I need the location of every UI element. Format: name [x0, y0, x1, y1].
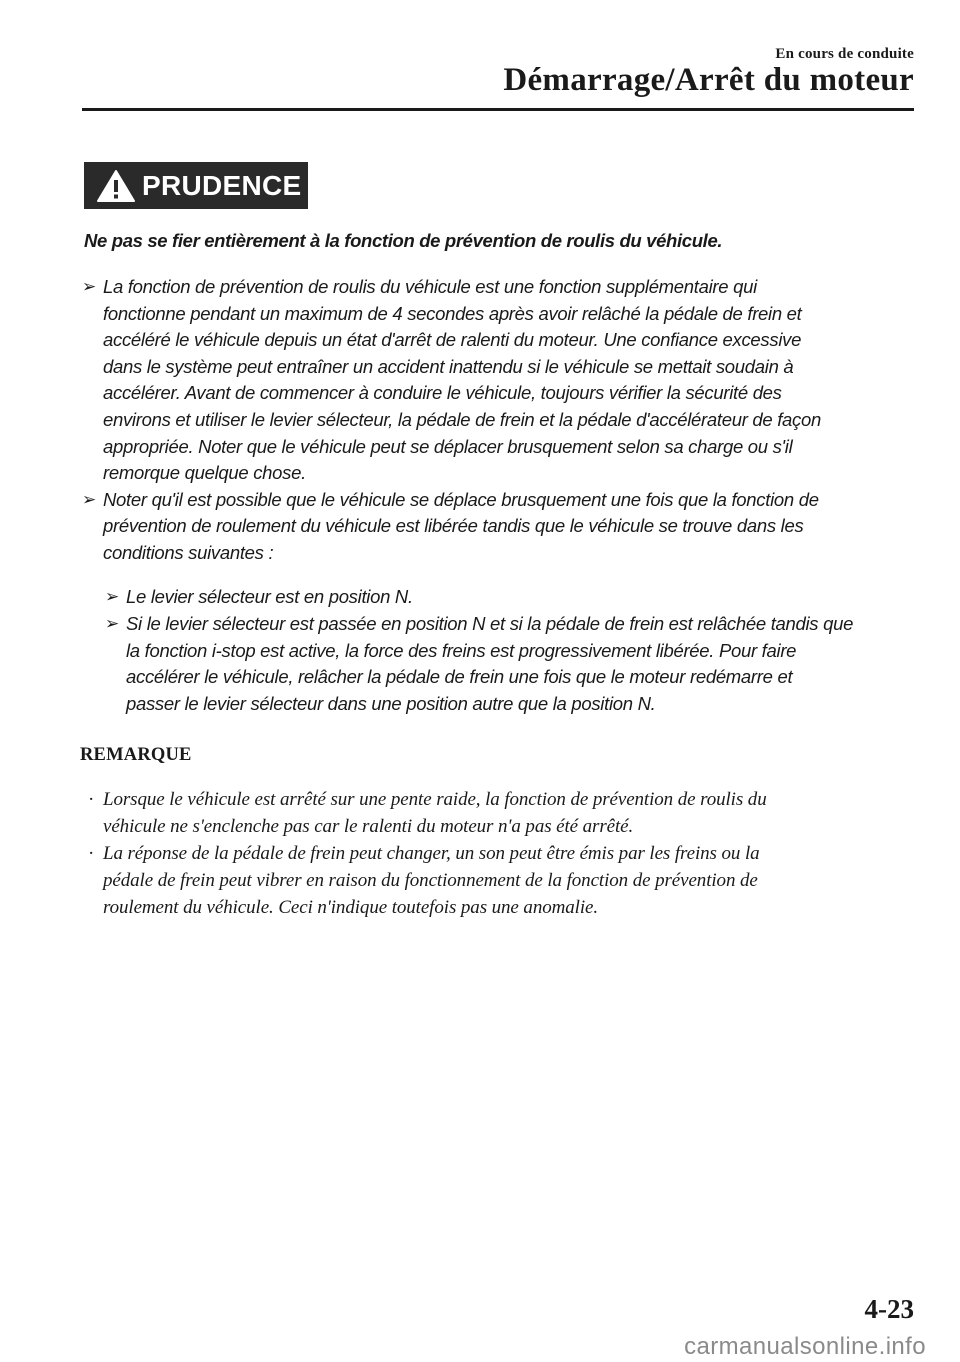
- note-heading: REMARQUE: [80, 745, 192, 765]
- arrow-bullet-icon: ➢: [105, 614, 119, 634]
- caution-bullet-line: accélérer. Avant de commencer à conduire le véhicule, toujours vérifier la sécurité des: [103, 382, 782, 404]
- caution-bullet-line: Noter qu'il est possible que le véhicule se déplace brusquement une fois que la fonction de: [103, 488, 819, 510]
- caution-bullet-line: prévention de roulement du véhicule est libérée tandis que le véhicule se trouve dans les: [103, 515, 804, 537]
- dot-bullet-icon: ·: [88, 789, 95, 810]
- dot-bullet-icon: ·: [88, 843, 95, 864]
- caution-bullet-line: remorque quelque chose.: [103, 462, 306, 484]
- arrow-bullet-icon: ➢: [82, 489, 96, 509]
- note-item: [80, 786, 920, 840]
- caution-sub-list: [80, 584, 915, 718]
- note-line: véhicule ne s'enclenche pas car le ralenti du moteur n'a pas été arrêté.: [103, 816, 634, 837]
- caution-badge: [84, 162, 308, 209]
- caution-bullet-line: appropriée. Noter que le véhicule peut se déplacer brusquement selon sa charge ou s'il: [103, 435, 793, 457]
- caution-sub-bullet-line: la fonction i-stop est active, la force des freins est progressivement libérée. Pour faire: [126, 639, 797, 661]
- caution-sub-bullet: [103, 584, 915, 611]
- note-line: pédale de frein peut vibrer en raison du fonctionnement de la fonction de prévention de: [103, 870, 758, 891]
- note-list: [80, 786, 920, 921]
- caution-sub-bullet-line: accélérer le véhicule, relâcher la pédale de frein une fois que le moteur redémarre et: [126, 666, 793, 688]
- caution-heading: Ne pas se fier entièrement à la fonction de prévention de roulis du véhicule.: [84, 230, 723, 251]
- caution-bullet-line: accéléré le véhicule depuis un état d'arrêt de ralenti du moteur. Une confiance excessive: [103, 329, 802, 351]
- caution-sub-bullet-line: passer le levier sélecteur dans une position autre que la position N.: [126, 692, 656, 714]
- watermark: carmanualsonline.info: [684, 1333, 926, 1360]
- section-header: En cours de conduite: [775, 46, 914, 62]
- caution-sub-bullet-line: Le levier sélecteur est en position N.: [126, 585, 413, 607]
- note-line: La réponse de la pédale de frein peut changer, un son peut être émis par les freins ou la: [103, 843, 760, 864]
- caution-content: [80, 274, 915, 719]
- caution-label: PRUDENCE: [142, 169, 302, 201]
- caution-bullet-line: environs et utiliser le levier sélecteur, la pédale de frein et la pédale d'accélérateur de façon: [103, 408, 821, 430]
- page-title: Démarrage/Arrêt du moteur: [503, 62, 914, 98]
- note-line: Lorsque le véhicule est arrêté sur une pente raide, la fonction de prévention de roulis du: [103, 789, 767, 810]
- caution-bullet: [80, 274, 915, 487]
- caution-sub-bullet-line: Si le levier sélecteur est passée en position N et si la pédale de frein est relâchée tandis que: [126, 613, 854, 635]
- caution-bullet-line: fonctionne pendant un maximum de 4 secondes après avoir relâché la pédale de frein et: [103, 302, 802, 324]
- note-line: roulement du véhicule. Ceci n'indique toutefois pas une anomalie.: [103, 897, 598, 918]
- warning-triangle-icon: [96, 169, 136, 203]
- caution-bullet-line: dans le système peut entraîner un accident inattendu si le véhicule se mettait soudain à: [103, 355, 794, 377]
- arrow-bullet-icon: ➢: [82, 277, 96, 296]
- note-item: [80, 840, 920, 921]
- caution-bullet-line: La fonction de prévention de roulis du véhicule est une fonction supplémentaire qui: [103, 276, 757, 297]
- page-number: 4-23: [864, 1294, 914, 1324]
- caution-bullet-line: conditions suivantes :: [103, 541, 274, 563]
- caution-sub-bullet: [103, 611, 915, 717]
- caution-bullet: [80, 487, 915, 567]
- arrow-bullet-icon: ➢: [105, 586, 119, 606]
- header-divider: [82, 108, 914, 111]
